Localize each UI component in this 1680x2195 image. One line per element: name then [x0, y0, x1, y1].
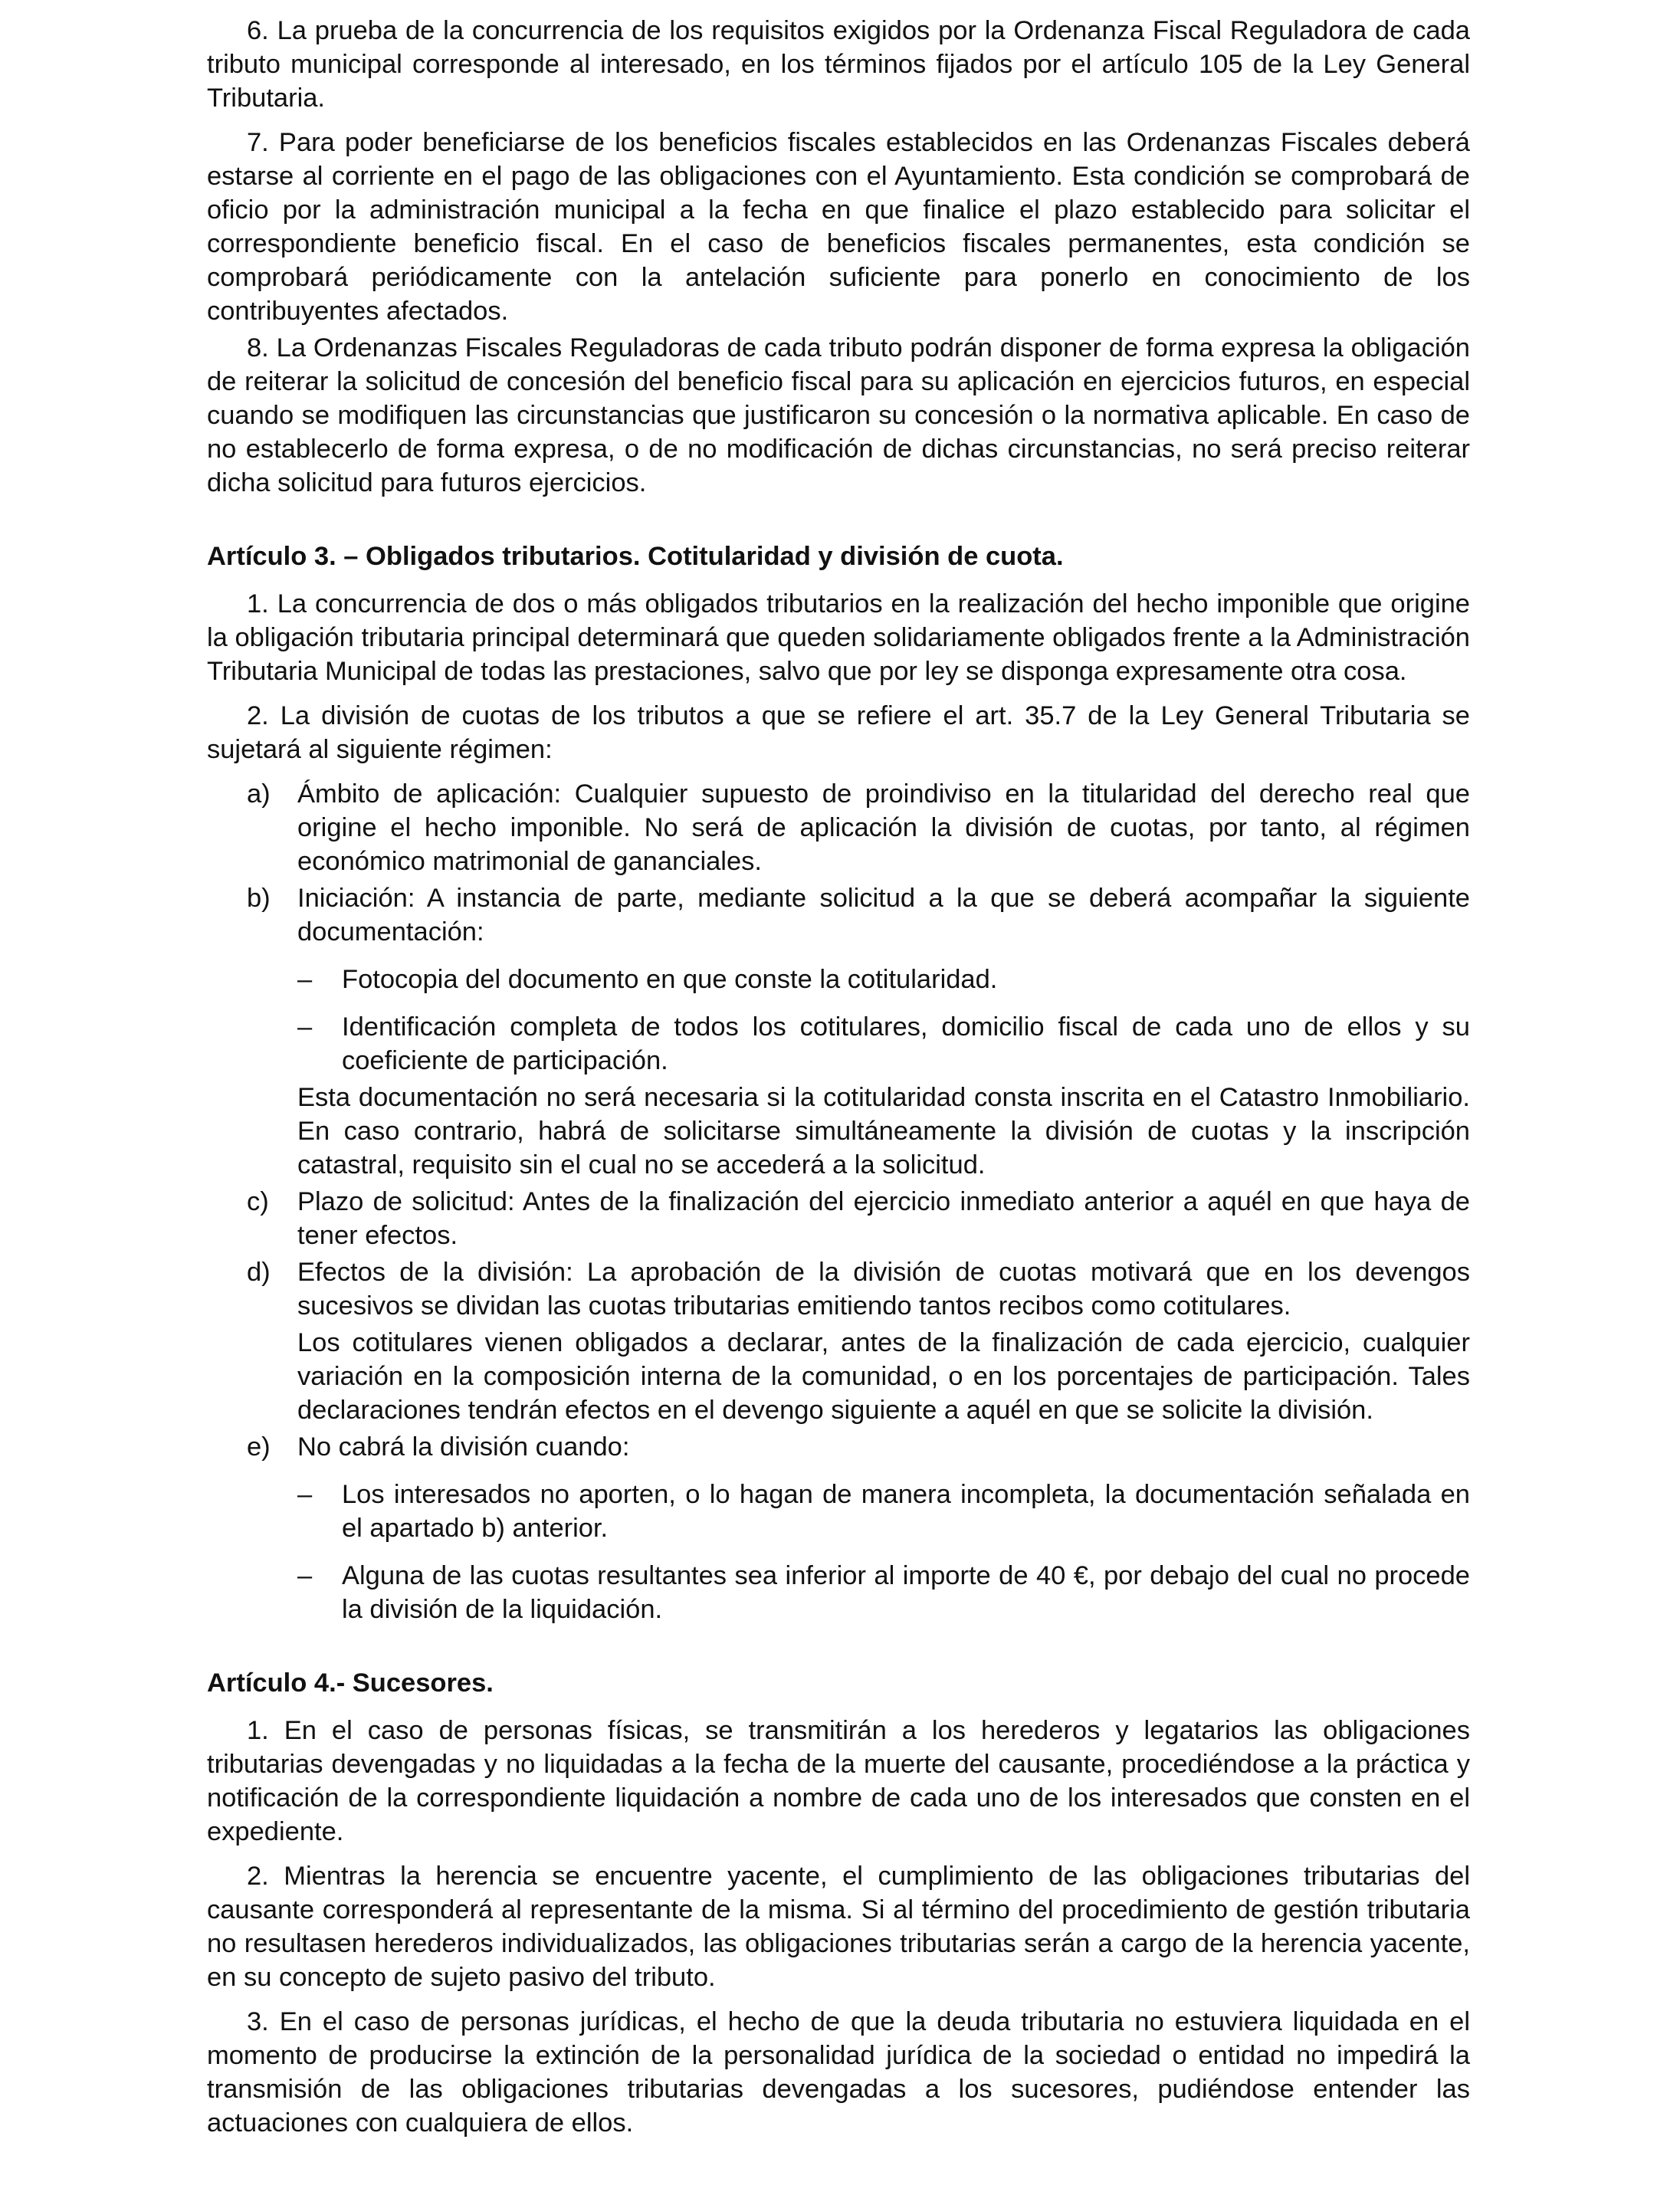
list-item-c: [207, 1185, 1470, 1252]
paragraph-art2-8: 8. La Ordenanzas Fiscales Reguladoras de cada tributo podrán disponer de forma expresa la obligación de reiterar la solicitud de concesión del beneficio fiscal para su aplicación en ejercicios futuros, en especial cuando se modifiquen las circunstancias que justificaron su concesión o la normativa aplicable. En caso de no establecerlo de forma expresa, o de no modificación de dichas circunstancias, no será preciso reiterar dicha solicitud para futuros ejercicios.: [207, 333, 1470, 497]
dash-marker: –: [297, 1561, 313, 1590]
list-item-text: Efectos de la división: La aprobación de la división de cuotas motivará que en los devengos sucesivos se dividan las cuotas tributarias emitiendo tantos recibos como cotitulares.: [297, 1258, 1470, 1321]
paragraph-art2-6: 6. La prueba de la concurrencia de los requisitos exigidos por la Ordenanza Fiscal Reguladora de cada tributo municipal corresponde al interesado, en los términos fijados por el artículo 105 de la Ley General Tributaria.: [207, 16, 1470, 113]
note-item-d: Los cotitulares vienen obligados a declarar, antes de la finalización de cada ejercicio, cualquier variación en la composición interna de la comunidad, o en los porcentajes de participación. Tales declaraciones tendrán efectos en el devengo siguiente a aquél en que se solicite la división.: [297, 1328, 1470, 1425]
document-page: [207, 14, 1470, 2140]
list-marker: e): [247, 1432, 271, 1462]
dash-item-text: Los interesados no aporten, o lo hagan de manera incompleta, la documentación señalada en el apartado b) anterior.: [342, 1480, 1470, 1543]
dash-item-text: Identificación completa de todos los cotitulares, domicilio fiscal de cada uno de ellos y su coeficiente de participación.: [342, 1012, 1470, 1075]
dash-item-b-1: [207, 963, 1470, 996]
list-item-e: [207, 1430, 1470, 1464]
list-item-text: Ámbito de aplicación: Cualquier supuesto de proindiviso en la titularidad del derecho real que origine el hecho imponible. No será de aplicación la división de cuotas, por tanto, al régimen económico matrimonial de gananciales.: [297, 779, 1470, 876]
dash-item-text: Fotocopia del documento en que conste la cotitularidad.: [342, 965, 998, 994]
list-item-b: [207, 881, 1470, 949]
list-item-text: No cabrá la división cuando:: [297, 1432, 630, 1462]
note-item-b: Esta documentación no será necesaria si la cotitularidad consta inscrita en el Catastro Inmobiliario. En caso contrario, habrá de solicitarse simultáneamente la división de cuotas y la inscripción catastral, requisito sin el cual no se accederá a la solicitud.: [297, 1083, 1470, 1180]
dash-item-e-2: [207, 1559, 1470, 1626]
list-marker: d): [247, 1258, 271, 1287]
dash-marker: –: [297, 965, 313, 994]
list-item-text: Iniciación: A instancia de parte, mediante solicitud a la que se deberá acompañar la siguiente documentación:: [297, 884, 1470, 947]
heading-article-3: Artículo 3. – Obligados tributarios. Cotitularidad y división de cuota.: [207, 542, 1064, 571]
paragraph-art4-2: 2. Mientras la herencia se encuentre yacente, el cumplimiento de las obligaciones tributarias del causante corresponderá al representante de la misma. Si al término del procedimiento de gestión tributaria no resultasen herederos individualizados, las obligaciones tributarias serán a cargo de la herencia yacente, en su concepto de sujeto pasivo del tributo.: [207, 1862, 1470, 1992]
dash-item-e-1: [207, 1478, 1470, 1545]
list-marker: a): [247, 779, 271, 809]
paragraph-art3-1: 1. La concurrencia de dos o más obligados tributarios en la realización del hecho imponible que origine la obligación tributaria principal determinará que queden solidariamente obligados frente a la Administración Tributaria Municipal de todas las prestaciones, salvo que por ley se disponga expresamente otra cosa.: [207, 589, 1470, 686]
heading-article-4: Artículo 4.- Sucesores.: [207, 1668, 494, 1698]
paragraph-art3-2: 2. La división de cuotas de los tributos a que se refiere el art. 35.7 de la Ley General Tributaria se sujetará al siguiente régimen:: [207, 701, 1470, 764]
list-item-text: Plazo de solicitud: Antes de la finalización del ejercicio inmediato anterior a aquél en que haya de tener efectos.: [297, 1187, 1470, 1250]
list-item-d: [207, 1255, 1470, 1323]
paragraph-art4-1: 1. En el caso de personas físicas, se transmitirán a los herederos y legatarios las obligaciones tributarias devengadas y no liquidadas a la fecha de la muerte del causante, procediéndose a la práctica y notificación de la correspondiente liquidación a nombre de cada uno de los interesados que consten en el expediente.: [207, 1716, 1470, 1846]
list-marker: b): [247, 884, 271, 913]
list-item-a: [207, 777, 1470, 878]
dash-marker: –: [297, 1012, 313, 1042]
paragraph-art2-7: 7. Para poder beneficiarse de los beneficios fiscales establecidos en las Ordenanzas Fiscales deberá estarse al corriente en el pago de las obligaciones con el Ayuntamiento. Esta condición se comprobará de oficio por la administración municipal a la fecha en que finalice el plazo establecido para solicitar el correspondiente beneficio fiscal. En el caso de beneficios fiscales permanentes, esta condición se comprobará periódicamente con la antelación suficiente para ponerlo en conocimiento de los contribuyentes afectados.: [207, 128, 1470, 326]
dash-marker: –: [297, 1480, 313, 1509]
dash-item-b-2: [207, 1010, 1470, 1078]
dash-item-text: Alguna de las cuotas resultantes sea inferior al importe de 40 €, por debajo del cual no procede la división de la liquidación.: [342, 1561, 1470, 1624]
list-marker: c): [247, 1187, 269, 1216]
paragraph-art4-3: 3. En el caso de personas jurídicas, el hecho de que la deuda tributaria no estuviera liquidada en el momento de producirse la extinción de la personalidad jurídica de la sociedad o entidad no impedirá la transmisión de las obligaciones tributarias devengadas a los sucesores, pudiéndose entender las actuaciones con cualquiera de ellos.: [207, 2007, 1470, 2138]
